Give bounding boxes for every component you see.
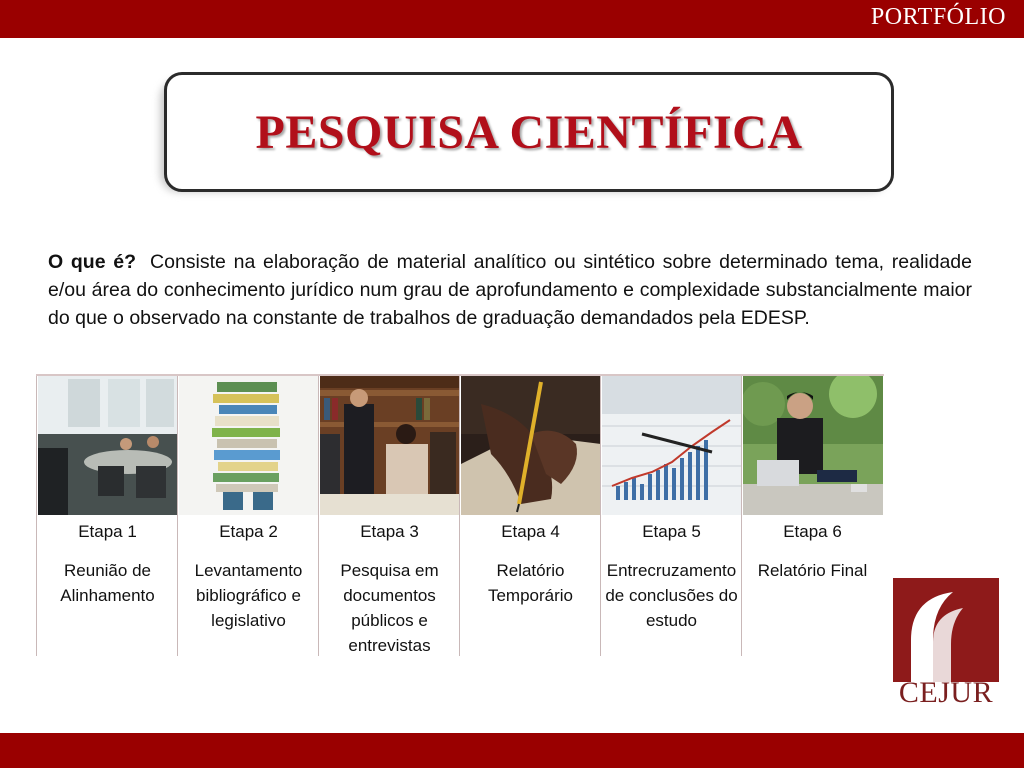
cejur-logo-mark: [893, 578, 999, 682]
footer-bar: [0, 733, 1024, 768]
stage-4-photo-hand-writing: [461, 374, 601, 515]
stage-4-label: Etapa 4: [501, 522, 560, 541]
intro-text: Consiste na elaboração de material analítico ou sintético sobre determinado tema, realidade e/ou área do conhecimento jurídico num grau de aprofundamento e complexidade substancialmente maior do que o observado na constante de trabalhos de graduação demandados pela EDESP.: [48, 250, 972, 329]
stage-5-photo-growth-chart: [602, 374, 742, 515]
cejur-logo: [893, 578, 999, 723]
page-title: PESQUISA CIENTÍFICA: [255, 105, 803, 159]
stages-top-border: [36, 374, 884, 376]
stage-2: [177, 374, 319, 656]
stage-2-photo-stack-of-files: [179, 374, 319, 515]
stages-strip: [36, 374, 884, 656]
stage-3: [318, 374, 460, 656]
title-box: [164, 72, 894, 192]
stage-2-label: Etapa 2: [219, 522, 278, 541]
stage-5: [600, 374, 742, 656]
stage-3-label: Etapa 3: [360, 522, 419, 541]
stage-1-description: Reunião de Alinhamento: [60, 561, 155, 605]
stage-2-description: Levantamento bibliográfico e legislativo: [194, 561, 303, 630]
stage-4-description: Relatório Temporário: [487, 561, 574, 605]
stage-1-photo-meeting-room: [38, 374, 178, 515]
stage-6-description: Relatório Final: [757, 561, 868, 580]
stage-3-description: Pesquisa em documentos públicos e entrevistas: [340, 561, 439, 655]
stage-3-photo-office-team: [320, 374, 460, 515]
stage-6-photo-student-laptop: [743, 374, 883, 515]
intro-paragraph: [48, 248, 972, 332]
stage-6-label: Etapa 6: [783, 522, 842, 541]
stage-4: [459, 374, 601, 656]
cejur-logo-wordmark: CEJUR: [898, 676, 994, 709]
stage-5-description: Entrecruzamento de conclusões do estudo: [605, 561, 738, 630]
stage-5-label: Etapa 5: [642, 522, 701, 541]
intro-lead: O que é?: [48, 250, 137, 273]
portfolio-label: PORTFÓLIO: [870, 4, 1006, 30]
stage-1: [36, 374, 178, 656]
header-bar: [0, 0, 1024, 38]
stage-1-label: Etapa 1: [78, 522, 137, 541]
stage-6: [741, 374, 883, 656]
